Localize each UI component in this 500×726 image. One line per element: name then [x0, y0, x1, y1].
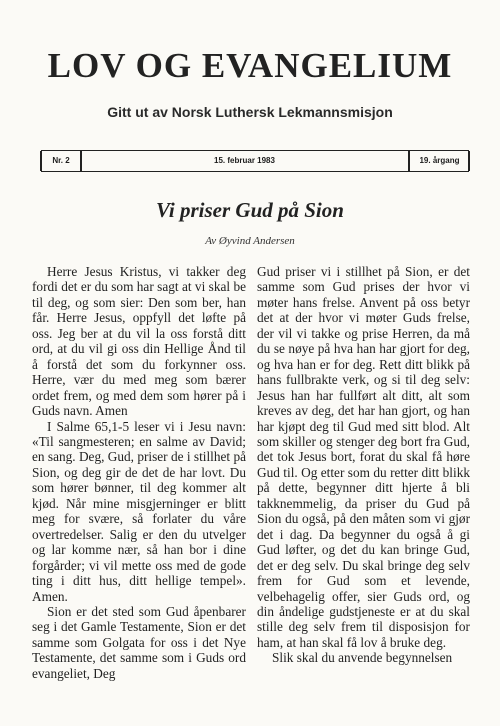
article-title: Vi priser Gud på Sion: [156, 198, 344, 222]
article-left-column: [32, 264, 246, 681]
paragraph: Slik skal du anvende begynnelsen: [272, 650, 453, 666]
paragraph: I Salme 65,1-5 leser vi i Jesu navn: «Til sangmesteren; en salme av David; en sang. Deg, Gud, priser de i stillhet på Sion, og deg gir de det de har lovt. Du som hører bønner, til deg kommer alt kjød. Når mine misgjerninger er blitt meg for svære, så forlater du våre overtredelser. Salig er den du utvelger og lar komme nær, så han bor i dine forgårder; vi vil mette oss med de gode ting i ditt hus, ditt hellige tempel». Amen.: [32, 418, 246, 604]
divider: [468, 151, 470, 171]
paragraph: Gud priser vi i stillhet på Sion, er det samme som Gud prises der hvor vi møter hans frelse. Anvent på oss betyr det at der hvor vi møter Guds frelse, der vil vi takke og prise Herren, da må du se nøye på hva han har gjort for deg, og hva han er for deg. Rett ditt blikk på hans fullbrakte verk, og si til deg selv: Jesus han har fullført alt ditt, alt som kreves av deg, det har han gjort, og han har kjøpt deg til Gud med sitt blod. Alt som skiller og stenger deg bort fra Gud, det tok Jesus bort, forat du skal få høre Gud til. Og etter som du retter ditt blikk på dette, begynner ditt hjerte å bli takknemmelig, da priser du Gud på Sion du også, på den måten som vi gjør det i dag. Da begynner du også å gi Gud løfter, og det du kan bringe Gud, det er deg selv. Du skal bringe deg selv frem for Gud som et levende, velbehagelig offer, sier Guds ord, og din åndelige gudstjeneste er at du skal stille deg selv frem til disposisjon for ham, at han skal få lov å bruke deg.: [257, 264, 470, 650]
issue-info-bar: [41, 150, 469, 172]
article-byline: Av Øyvind Andersen: [205, 235, 295, 247]
paragraph: Herre Jesus Kristus, vi takker deg fordi det er du som har sagt at vi skal be til deg, og som sier: Den som ber, han får. Herre Jesus, oppfyll det løfte på oss. Jeg ber at du vil la oss forstå ditt ord, at du vil gi oss din Hellige Ånd til å forstå det som du forkynner oss. Herre, vær du med meg som bærer ordet frem, og med dem som hører på i Guds navn. Amen: [32, 264, 246, 419]
issue-number: Nr. 2: [52, 156, 70, 165]
masthead-title: LOV OG EVANGELIUM: [47, 46, 453, 85]
issue-volume: 19. årgang: [419, 156, 460, 165]
article-right-column: [257, 264, 470, 666]
paragraph: Sion er det sted som Gud åpenbarer seg i det Gamle Testamente, Sion er det samme som Golgata for oss i det Nye Testamente, det samme som i Guds ord evangeliet, Deg: [32, 603, 246, 681]
issue-date: 15. februar 1983: [214, 156, 275, 165]
masthead-subtitle: Gitt ut av Norsk Luthersk Lekmannsmisjon: [107, 104, 393, 120]
